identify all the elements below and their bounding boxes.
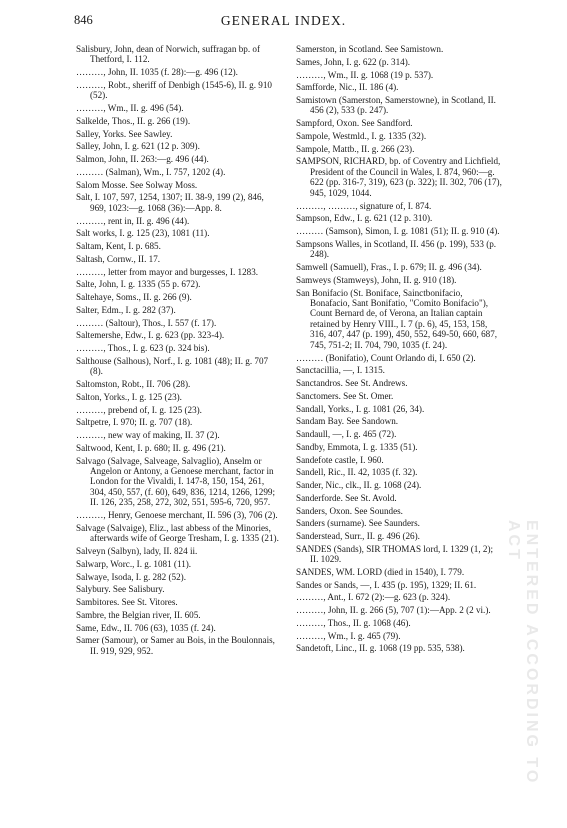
index-entry: Samer (Samour), or Samer au Bois, in the Boulonnais, II. 919, 929, 952.	[76, 635, 275, 656]
index-entry: ………, letter from mayor and burgesses, I. 1283.	[76, 266, 259, 277]
index-entry: Sandaull, —, I. g. 465 (72).	[296, 429, 397, 440]
index-entry: Samistown (Samerston, Samerstowne), in Scotland, II. 456 (2), 533 (p. 247).	[296, 95, 496, 116]
index-entry: Sandby, Emmota, I. g. 1335 (51).	[296, 441, 418, 452]
index-entry: Sandall, Yorks., I. g. 1081 (26, 34).	[296, 403, 425, 414]
index-entry: Sanctomers. See St. Omer.	[296, 390, 394, 401]
page-number: 846	[74, 13, 93, 27]
index-entry: SAMPSON, RICHARD, bp. of Coventry and Lichfield, President of the Council in Wales, I. 874, 960:—g. 622 (pp. 316-7, 319), 623 (p. 322); II. 302, 706 (17), 945, 1029, 1044.	[296, 156, 502, 198]
index-entry: Salt works, I. g. 125 (23), 1081 (11).	[76, 228, 210, 239]
index-entry: Salvago (Salvage, Salveage, Salvaglio), Anselm or Angelon or Antony, a Genoese merchant, factor in London for the Vivaldi, I. 147-8, 150, 154, 261, 304, 450, 557, (f. 60), 649, 836, 1214, 1266, 1299; II. 126, 235, 258, 272, 302, 551, 595-6, 720, 957.	[76, 455, 276, 508]
index-entry: Salmon, John, II. 263:—g. 496 (44).	[76, 154, 209, 165]
index-entry: Sandetoft, Linc., II. g. 1068 (19 pp. 535, 538).	[296, 643, 465, 654]
index-entry: Samweys (Stamweys), John, II. g. 910 (18).	[296, 274, 457, 285]
index-entry: Salvage (Salvaige), Eliz., last abbess of the Minories, afterwards wife of George Tresham, I. g. 1335 (21).	[76, 522, 279, 544]
index-entry: Salkelde, Thos., II. g. 266 (19).	[76, 115, 191, 126]
index-entry: Sambre, the Belgian river, II. 605.	[76, 609, 201, 620]
index-entry: Salte, John, I. g. 1335 (55 p. 672).	[76, 279, 201, 290]
index-entry: Sanderstead, Surr., II. g. 496 (26).	[296, 531, 420, 542]
index-entry: Sandell, Ric., II. 42, 1035 (f. 32).	[296, 467, 418, 478]
index-entry: Samerston, in Scotland. See Samistown.	[296, 44, 444, 54]
index-entry: Saltwood, Kent, I. p. 680; II. g. 496 (21).	[76, 442, 226, 453]
index-entry: Sampsons Walles, in Scotland, II. 456 (p. 199), 533 (p. 248).	[296, 238, 497, 260]
index-entry: Sames, John, I. g. 622 (p. 314).	[296, 56, 411, 67]
index-entry: ………, John, II. g. 266 (5), 707 (1):—App. 2 (2 vi.).	[296, 605, 491, 616]
index-entry: Sandefote castle, I. 960.	[296, 454, 384, 465]
index-entry: ………, John, II. 1035 (f. 28):—g. 496 (12).	[76, 67, 238, 78]
index-column-left	[76, 44, 282, 659]
index-entry: ………, ………, signature of, I. 874.	[296, 200, 432, 211]
index-entry: Salwarp, Worc., I. g. 1081 (11).	[76, 558, 192, 569]
index-entry: Sanctacillia, —, I. 1315.	[296, 365, 385, 376]
running-head: GENERAL INDEX.	[220, 13, 347, 28]
index-entry: Salwaye, Isoda, I. g. 282 (52).	[76, 571, 186, 582]
index-entry: ………, new way of making, II. 37 (2).	[76, 430, 220, 441]
index-entry: ………, Wm., I. g. 465 (79).	[296, 630, 401, 641]
index-entry: San Bonifacio (St. Boniface, Sainctbonifacio, Bonafacio, Sant Bonifatio, "Comito Bonifacio"), Count Bernard de, of Verona, an Italian captain retained by Henry VIII., I. 7 (p. 6), 45, 153, 158, 316, 407, 447 (p. 199), 450, 552, 649-50, 660, 687, 745, 751-2; II. 704, 790, 1035 (f. 24).	[296, 287, 498, 350]
index-entry: Sanctandros. See St. Andrews.	[296, 378, 408, 389]
index-entry: Sandes or Sands, —, I. 435 (p. 195), 1329; II. 61.	[296, 579, 477, 590]
index-entry: ………, Henry, Genoese merchant, II. 596 (3), 706 (2).	[76, 510, 278, 521]
index-entry: Salisbury, John, dean of Norwich, suffragan bp. of Thetford, I. 112.	[76, 44, 260, 65]
index-entry: ……… (Samson), Simon, I. g. 1081 (51); II. g. 910 (4).	[296, 226, 500, 237]
index-entry: ……… (Salman), Wm., I. 757, 1202 (4).	[76, 166, 226, 177]
index-entry: Saltehaye, Soms., II. g. 266 (9).	[76, 292, 192, 303]
index-entry: ………, Wm., II. g. 1068 (19 p. 537).	[296, 69, 434, 80]
index-entry: Salley, Yorks. See Sawley.	[76, 128, 173, 139]
index-entry: Same, Edw., II. 706 (63), 1035 (f. 24).	[76, 622, 216, 633]
index-entry: Saltemershe, Edw., I. g. 623 (pp. 323-4).	[76, 330, 225, 341]
index-entry: Sampson, Edw., I. g. 621 (12 p. 310).	[296, 213, 433, 224]
index-entry: Sampford, Oxon. See Sandford.	[296, 118, 413, 129]
index-entry: Saltash, Cornw., II. 17.	[76, 253, 161, 264]
index-entry: ………, Wm., II. g. 496 (54).	[76, 103, 184, 114]
index-entry: Sander, Nic., clk., II. g. 1068 (24).	[296, 480, 422, 491]
index-entry: ………, Thos., II. g. 1068 (46).	[296, 617, 411, 628]
index-entry: Salter, Edm., I. g. 282 (37).	[76, 304, 176, 315]
index-entry: ………, Ant., I. 672 (2):—g. 623 (p. 324).	[296, 592, 451, 603]
index-entry: SANDES (Sands), SIR THOMAS lord, I. 1329 (1, 2); II. 1029.	[296, 543, 494, 565]
watermark-stamp: ENTERED ACCORDING TO ACT	[505, 520, 540, 786]
index-entry: Salley, John, I. g. 621 (12 p. 309).	[76, 141, 200, 152]
index-entry: Salveyn (Salbyn), lady, II. 824 ii.	[76, 546, 198, 557]
index-entry: Salybury. See Salisbury.	[76, 584, 165, 595]
index-entry: Samfforde, Nic., II. 186 (4).	[296, 82, 399, 93]
index-column-right	[296, 44, 502, 656]
index-entry: Sanders (surname). See Saunders.	[296, 518, 420, 529]
index-entry: Sampole, Mattb., II. g. 266 (23).	[296, 143, 415, 154]
index-entry: Saltomston, Robt., II. 706 (28).	[76, 379, 191, 390]
index-entry: Saltam, Kent, I. p. 685.	[76, 241, 161, 252]
index-entry: Samwell (Samuell), Fras., I. p. 679; II. g. 496 (34).	[296, 262, 482, 273]
page-header	[0, 13, 567, 31]
index-entry: Sanders, Oxon. See Soundes.	[296, 505, 403, 516]
index-entry: ………, prebend of, I. g. 125 (23).	[76, 404, 202, 415]
index-entry: Salton, Yorks., I. g. 125 (23).	[76, 391, 182, 402]
index-entry: Sandam Bay. See Sandown.	[296, 416, 399, 427]
index-entry: Sambitores. See St. Vitores.	[76, 597, 178, 608]
index-entry: Salom Mosse. See Solway Moss.	[76, 179, 198, 190]
index-entry: ……… (Bonifatio), Count Orlando di, I. 650 (2).	[296, 352, 476, 363]
index-entry: Salthouse (Salhous), Norf., I. g. 1081 (48); II. g. 707 (8).	[76, 355, 269, 377]
index-entry: ………, Robt., sheriff of Denbigh (1545-6), II. g. 910 (52).	[76, 79, 272, 101]
index-entry: Sanderforde. See St. Avold.	[296, 492, 397, 503]
index-entry: SANDES, WM. LORD (died in 1540), I. 779.	[296, 566, 465, 577]
index-entry: ……… (Saltour), Thos., I. 557 (f. 17).	[76, 317, 217, 328]
index-entry: ………, Thos., I. g. 623 (p. 324 bis).	[76, 343, 210, 354]
index-entry: Salt, I. 107, 597, 1254, 1307; II. 38-9, 199 (2), 846, 969, 1023:—g. 1068 (36):—App. 8.	[76, 192, 264, 213]
index-entry: ………, rent in, II. g. 496 (44).	[76, 215, 190, 226]
index-entry: Sampole, Westmld., I. g. 1335 (32).	[296, 130, 427, 141]
index-entry: Saltpetre, I. 970; II. g. 707 (18).	[76, 417, 193, 428]
